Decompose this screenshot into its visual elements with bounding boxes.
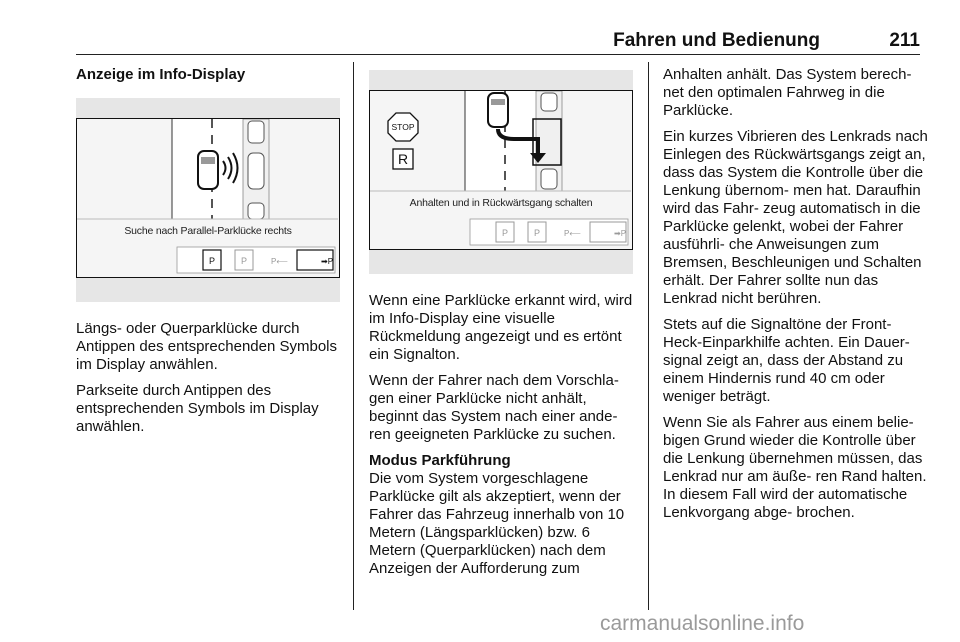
subsection-heading: Modus Parkführung [369,452,511,469]
subsection [369,452,637,578]
column3-text [663,66,928,530]
section-heading: Anzeige im Info-Display [76,66,246,83]
paragraph: Längs- oder Querparklücke durch Antippen des entsprechenden Symbols im Display anwählen. [76,320,338,373]
paragraph: Wenn Sie als Fahrer aus einem belie- bigen Grund wieder die Kontrolle über die Lenkung übernehmen müssen, das Lenkrad nur am äuße- ren Rand halten. In diesem Fall wird der automatische Lenkvorgang abge- brochen. [663,414,927,521]
info-display-screen [76,118,340,278]
figure-caption: Suche nach Parallel-Parklücke rechts [124,225,292,237]
svg-text:P: P [208,256,216,266]
svg-text:➡P: ➡P [614,229,627,238]
column-divider-right [648,62,649,610]
figure-caption: Anhalten und in Rückwärtsgang schalten [409,197,593,209]
figure-parallel-search [76,98,340,302]
page-header-title: Fahren und Bedienung [613,30,820,51]
svg-text:P: P [533,228,541,238]
paragraph: Wenn der Fahrer nach dem Vorschla- gen einer Parklücke nicht anhält, beginnt das System nach einer ande- ren geeigneten Parklücke zu suchen. [369,372,619,443]
paragraph: Ein kurzes Vibrieren des Lenkrads nach Einlegen des Rückwärtsgangs zeigt an, dass das System die Kontrolle über die Lenkung übernom- men hat. Daraufhin wird das Fahr- zeug automatisch in die Parklücke gelenkt, wobei der Fahrer ausführli- che Anweisungen zum Bremsen, Beschleunigen und Schalten erhält. Der Fahrer sollte nun das Lenkrad nicht berühren. [663,128,928,307]
paragraph: Wenn eine Parklücke erkannt wird, wird im Info-Display eine visuelle Rückmeldung angezeigt und es ertönt ein Signalton. [369,292,633,363]
svg-text:P: P [240,256,248,266]
info-display-screen [369,90,633,250]
page-number: 211 [889,30,920,51]
column-divider-left [353,62,354,610]
svg-text:➡P: ➡P [321,257,334,266]
paragraph: Parkseite durch Antippen des entsprechenden Symbols im Display anwählen. [76,382,319,435]
paragraph: Die vom System vorgeschlagene Parklücke gilt als akzeptiert, wenn der Fahrer das Fahrzeug innerhalb von 10 Metern (Längsparklücken) bzw. 6 Metern (Querparklücken) nach dem Anzeigen der Aufforderung zum [369,470,625,577]
svg-text:P⟵: P⟵ [271,257,288,266]
gear-r-text: R [397,151,409,167]
parking-guidance-illustration [370,91,631,248]
svg-text:P: P [501,228,509,238]
parking-scene-illustration [77,119,338,276]
column2-text [369,292,637,586]
header-rule [76,54,920,55]
watermark: carmanualsonline.info [600,612,805,635]
paragraph: Stets auf die Signaltöne der Front- Heck-Einparkhilfe achten. Ein Dauer- signal zeigt an, dass der Abstand zu einem Hindernis rund 40 cm oder weniger beträgt. [663,316,910,405]
svg-text:P⟵: P⟵ [564,229,581,238]
stop-sign-text: STOP [391,122,415,132]
column1-text [76,320,341,444]
figure-stop-reverse [369,70,633,274]
paragraph: Anhalten anhält. Das System berech- net den optimalen Fahrweg in die Parklücke. [663,66,912,119]
